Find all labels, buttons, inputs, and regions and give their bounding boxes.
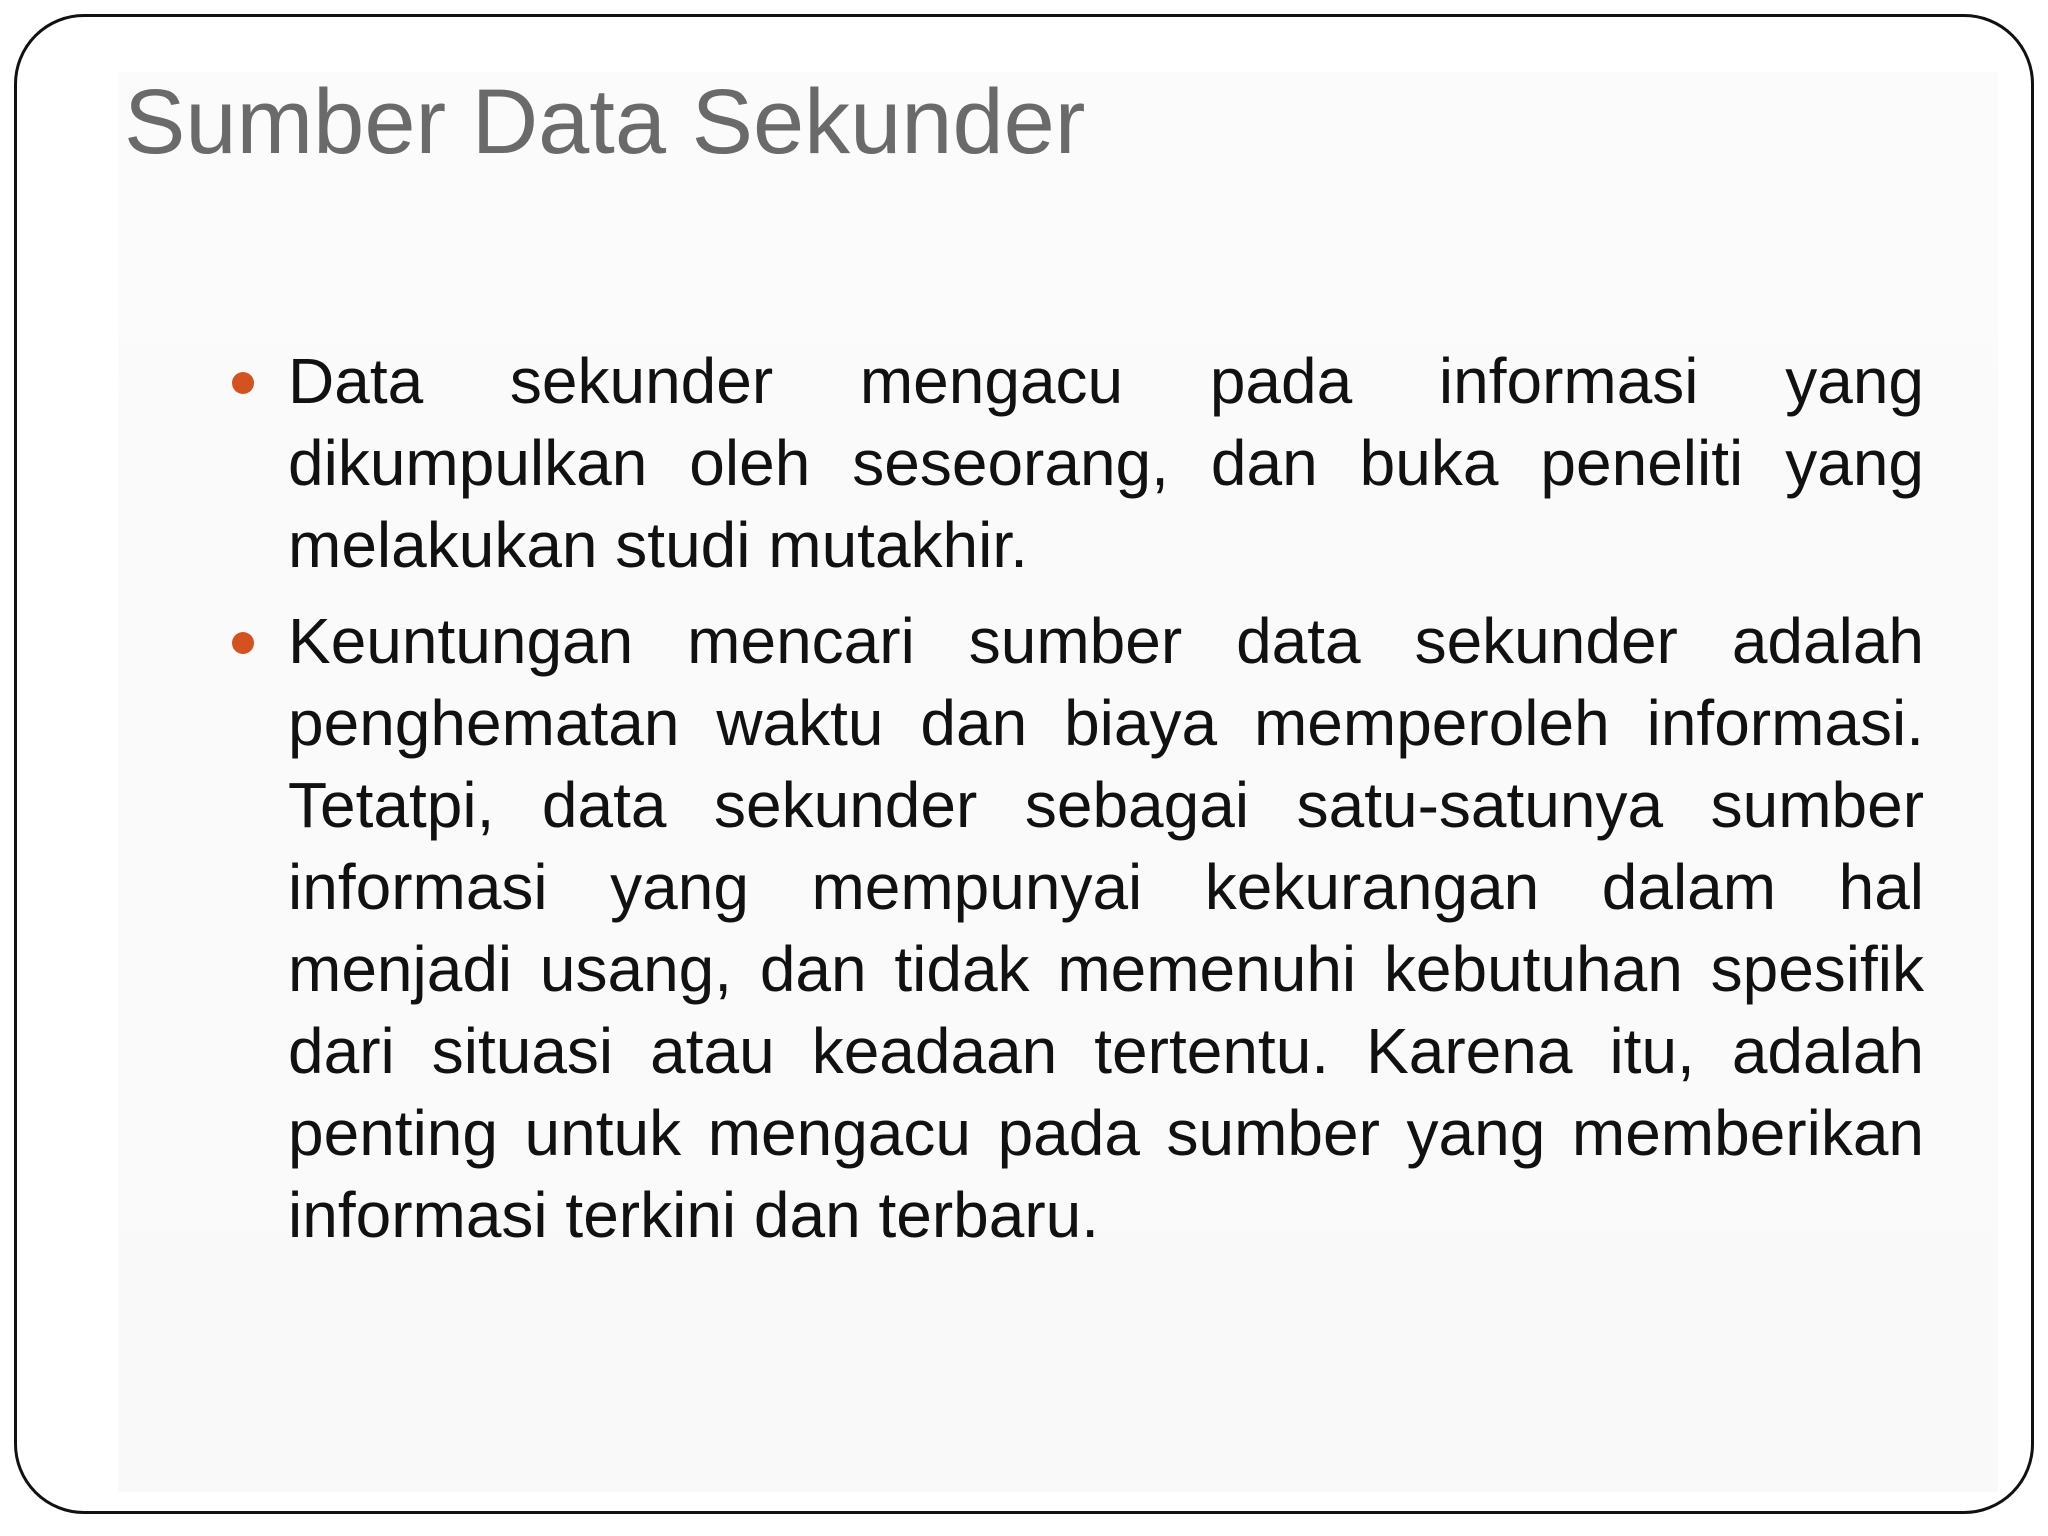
bullet-item: [228, 340, 1924, 586]
bullet-text: Data sekunder mengacu pada informasi yang dikumpulkan oleh seseorang, dan buka peneliti yang melakukan studi mutakhir.: [288, 345, 1924, 581]
bullet-dot-icon: [232, 372, 254, 394]
bullet-dot-icon: [232, 632, 254, 654]
bullet-item: [228, 600, 1924, 1256]
bullet-list: [228, 340, 1924, 1270]
slide-title: Sumber Data Sekunder: [124, 71, 1086, 173]
bullet-text: Keuntungan mencari sumber data sekunder adalah penghematan waktu dan biaya memperoleh informasi. Tetatpi, data sekunder sebagai satu-satunya sumber informasi yang mempunyai kekurangan dalam hal menjadi usang, dan tidak memenuhi kebutuhan spesifik dari situasi atau keadaan tertentu. Karena itu, adalah penting untuk mengacu pada sumber yang memberikan informasi terkini dan terbaru.: [288, 605, 1924, 1251]
